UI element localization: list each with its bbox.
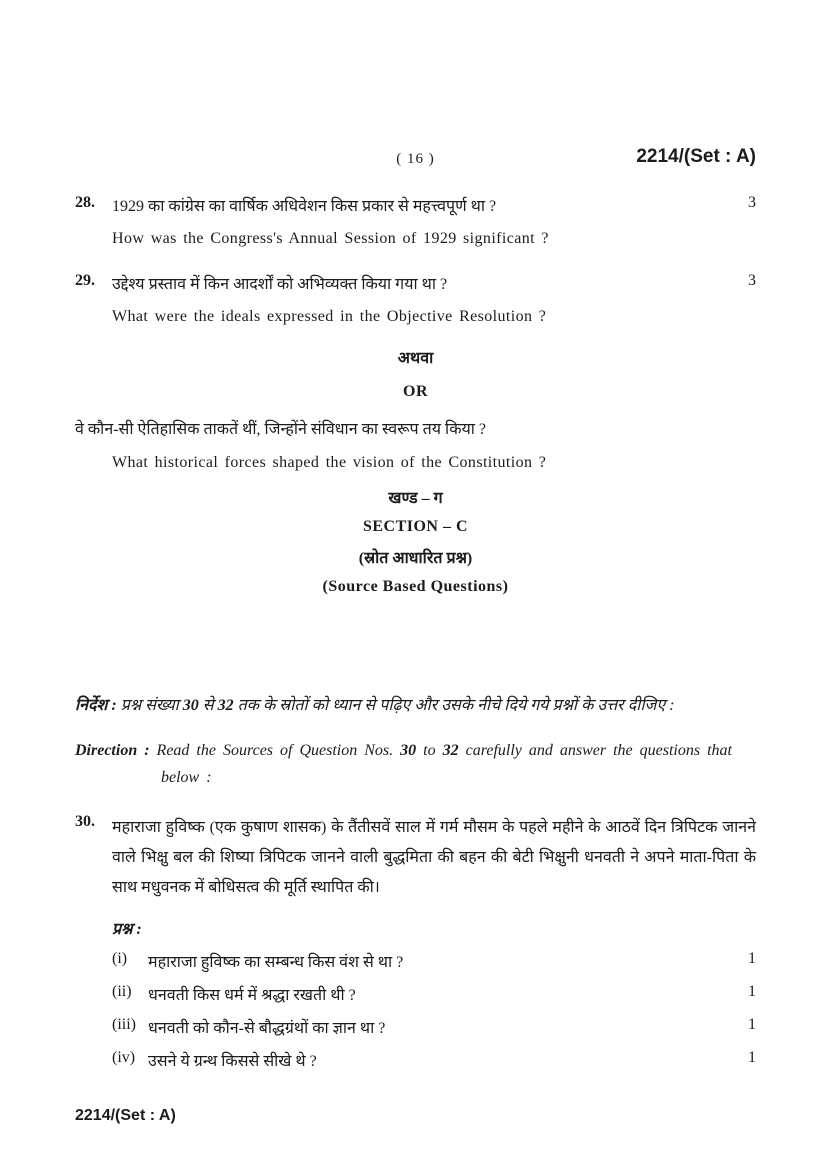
direction-english xyxy=(75,737,756,791)
question-28 xyxy=(75,194,756,248)
section-title-hindi: खण्ड – ग xyxy=(388,490,443,507)
sub-question-ii xyxy=(112,983,756,1005)
direction-qno-end: 32 xyxy=(217,697,234,714)
direction-text-english-part: carefully and answer the questions that below : xyxy=(161,742,732,786)
sub-question-marks: 1 xyxy=(748,983,756,1000)
sub-question-numeral: (ii) xyxy=(112,983,132,1000)
sub-question-text: धनवती किस धर्म में श्रद्धा रखती थी ? xyxy=(148,987,356,1004)
sub-question-text: उसने ये ग्रन्थ किससे सीखे थे ? xyxy=(148,1053,317,1070)
direction-qno-start: 30 xyxy=(400,742,417,759)
section-c-heading xyxy=(75,486,756,596)
page-header xyxy=(75,146,756,176)
sub-question-text: धनवती को कौन-से बौद्धग्रंथों का ज्ञान था ? xyxy=(148,1020,386,1037)
direction-text-english-part: Read the Sources of Question Nos. xyxy=(156,742,401,759)
question-number: 30. xyxy=(75,813,95,830)
sub-question-numeral: (iii) xyxy=(112,1016,136,1033)
direction-qno-start: 30 xyxy=(182,697,199,714)
directions xyxy=(75,692,756,791)
sub-question-numeral: (iv) xyxy=(112,1049,136,1066)
question-text-english: What were the ideals expressed in the Objective Resolution ? xyxy=(112,308,547,325)
footer-paper-code: 2214/(Set : A) xyxy=(75,1107,176,1124)
direction-text-english-part: to xyxy=(416,742,443,759)
question-28-hindi-row xyxy=(75,194,756,216)
question-30-source-row xyxy=(75,813,756,903)
question-text-english: How was the Congress's Annual Session of 1929 significant ? xyxy=(112,230,549,247)
sub-question-text: महाराजा हुविष्क का सम्बन्ध किस वंश से था ? xyxy=(148,954,404,971)
section-subtitle-english: (Source Based Questions) xyxy=(322,578,509,595)
direction-text-hindi-part: प्रश्न संख्या xyxy=(120,697,183,714)
section-subtitle-hindi: (स्रोत आधारित प्रश्न) xyxy=(358,550,473,567)
direction-text-hindi-part: तक के स्रोतों को ध्यान से पढ़िए और उसके नीचे दिये गये प्रश्नों के उत्तर दीजिए : xyxy=(233,697,675,714)
sub-question-marks: 1 xyxy=(748,1016,756,1033)
direction-text-hindi-part: से xyxy=(198,697,218,714)
sub-question-i xyxy=(112,950,756,972)
question-30 xyxy=(75,813,756,1071)
question-text-hindi: 1929 का कांग्रेस का वार्षिक अधिवेशन किस प्रकार से महत्त्वपूर्ण था ? xyxy=(112,198,497,215)
direction-hindi xyxy=(75,692,756,719)
section-title-english: SECTION – C xyxy=(362,518,469,535)
alternative-question-english: What historical forces shaped the vision of the Constitution ? xyxy=(112,454,547,471)
question-29-hindi-row xyxy=(75,272,756,294)
question-marks: 3 xyxy=(748,194,756,211)
question-marks: 3 xyxy=(748,272,756,289)
or-separator-english: OR xyxy=(403,383,428,400)
sub-question-marks: 1 xyxy=(748,950,756,967)
direction-qno-end: 32 xyxy=(442,742,459,759)
sub-question-marks: 1 xyxy=(748,1049,756,1066)
sub-question-iii xyxy=(112,1016,756,1038)
question-29 xyxy=(75,272,756,472)
sub-questions-label: प्रश्न : xyxy=(112,921,142,938)
direction-label-english: Direction : xyxy=(75,742,150,759)
question-text-hindi: उद्देश्य प्रस्ताव में किन आदर्शों को अभिव्यक्त किया गया था ? xyxy=(112,276,448,293)
alternative-question-hindi: वे कौन-सी ऐतिहासिक ताकतें थीं, जिन्होंने संविधान का स्वरूप तय किया ? xyxy=(75,421,487,438)
sub-question-iv xyxy=(112,1049,756,1071)
question-number: 28. xyxy=(75,194,95,211)
sub-question-numeral: (i) xyxy=(112,950,128,967)
source-paragraph: महाराजा हुविष्क (एक कुषाण शासक) के तैंतीसवें साल में गर्म मौसम के पहले महीने के आठवें दिन त्रिपिटक जानने वाले भिक्षु बल की शिष्या त्रिपिटक जानने वाली बुद्धमिता की बहन की बेटी भिक्षुनी धनवती ने अपने माता-पिता के साथ मधुवनक में बोधिसत्व की मूर्ति स्थापित की। xyxy=(112,819,756,896)
or-separator-hindi: अथवा xyxy=(397,350,434,367)
question-number: 29. xyxy=(75,272,95,289)
page-number: ( 16 ) xyxy=(396,151,435,167)
direction-label-hindi: निर्देश : xyxy=(75,697,117,714)
paper-code: 2214/(Set : A) xyxy=(636,146,756,167)
